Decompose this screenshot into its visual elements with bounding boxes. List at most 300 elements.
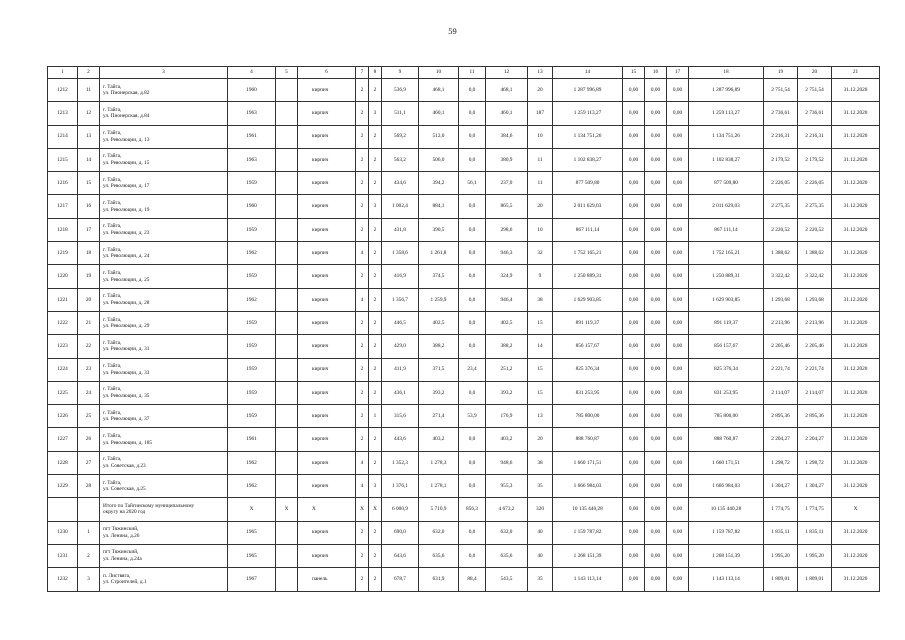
table-cell-col-8: 3 [369, 475, 382, 498]
table-cell-col-17: 0,00 [667, 544, 689, 567]
table-cell-col-13: 38 [528, 451, 553, 474]
table-cell-col-17: 0,00 [667, 521, 689, 544]
table-cell-col-6: кирпич [298, 475, 356, 498]
table-cell-col-3: г. Тайга, ул. Революции, д. 35 [100, 381, 228, 404]
table-cell-col-5 [276, 335, 298, 358]
table-cell-col-14: 1 268 151,39 [553, 544, 623, 567]
table-cell-col-11: 0,0 [459, 242, 486, 265]
table-cell-col-11: 23,4 [459, 358, 486, 381]
table-cell-col-21: 31.12.2020 [832, 102, 880, 125]
table-cell-col-17: 0,00 [667, 102, 689, 125]
table-cell-col-3: г. Тайга, ул. Революции, д. 13 [100, 125, 228, 148]
table-cell-col-18: 1 102 838,27 [689, 148, 764, 171]
table-row [48, 79, 880, 102]
table-cell-col-1: 1213 [48, 102, 78, 125]
table-cell-col-19: 1 298,72 [764, 451, 798, 474]
table-cell-col-14: 1 666 984,03 [553, 475, 623, 498]
table-cell-col-18: 1 629 903,85 [689, 288, 764, 311]
table-cell-col-16: 0,00 [645, 172, 667, 195]
table-cell-col-8: 2 [369, 79, 382, 102]
table-cell-col-16: 0,00 [645, 265, 667, 288]
table-cell-col-14: 1 159 787,82 [553, 521, 623, 544]
table-cell-col-1: 1226 [48, 405, 78, 428]
table-cell-col-19: 1 388,62 [764, 242, 798, 265]
table-cell-col-11: 0,0 [459, 451, 486, 474]
table-cell-col-7: 2 [356, 428, 369, 451]
table-cell-col-16: 0,00 [645, 358, 667, 381]
table-cell-col-15: 0,00 [623, 498, 645, 521]
table-cell-col-15: 0,00 [623, 451, 645, 474]
table-cell-col-20: 2 179,52 [798, 148, 832, 171]
table-cell-col-14: 785 800,00 [553, 405, 623, 428]
column-number-header: 8 [369, 67, 382, 79]
table-cell-col-10: 271,4 [419, 405, 459, 428]
table-cell-col-14: 1 287 996,89 [553, 79, 623, 102]
table-cell-col-19: 1 809,01 [764, 568, 798, 591]
table-cell-col-21: 31.12.2020 [832, 265, 880, 288]
table-cell-col-21: 31.12.2020 [832, 288, 880, 311]
table-cell-col-7: 2 [356, 148, 369, 171]
table-cell-col-5 [276, 568, 298, 591]
table-cell-col-9: 434,6 [382, 172, 419, 195]
table-cell-col-17: 0,00 [667, 265, 689, 288]
table-cell-col-19: 2 213,96 [764, 311, 798, 334]
table-cell-col-20: 1 388,62 [798, 242, 832, 265]
table-cell-col-8: 2 [369, 148, 382, 171]
table-cell-col-14: 1 134 751,26 [553, 125, 623, 148]
table-cell-col-9: 446,5 [382, 311, 419, 334]
table-cell-col-3: п. Листвяга, ул. Строителей, д.1 [100, 568, 228, 591]
table-cell-col-14: 877 509,80 [553, 172, 623, 195]
table-cell-col-14: 1 143 113,14 [553, 568, 623, 591]
table-cell-col-11: 0,0 [459, 475, 486, 498]
table-cell-col-3: г. Тайга, ул. Революции, д. 185 [100, 428, 228, 451]
table-cell-col-12: 468,1 [486, 79, 528, 102]
table-cell-col-2: 24 [78, 381, 100, 404]
table-cell-col-3: г. Тайга, ул. Революции, д. 15 [100, 148, 228, 171]
table-cell-col-1: 1214 [48, 125, 78, 148]
table-cell-col-1: 1230 [48, 521, 78, 544]
table-cell-col-15: 0,00 [623, 428, 645, 451]
table-cell-col-10: 5 710,9 [419, 498, 459, 521]
table-row [48, 451, 880, 474]
table-cell-col-20: 1 809,01 [798, 568, 832, 591]
table-cell-col-18: 1 287 996,89 [689, 79, 764, 102]
table-cell-col-1: 1219 [48, 242, 78, 265]
table-cell-col-2: 15 [78, 172, 100, 195]
table-cell-col-6: X [298, 498, 356, 521]
table-cell-col-1: 1225 [48, 381, 78, 404]
table-cell-col-12: 380,9 [486, 148, 528, 171]
table-row [48, 311, 880, 334]
table-cell-col-1: 1228 [48, 451, 78, 474]
table-cell-col-6: кирпич [298, 544, 356, 567]
table-cell-col-14: 2 011 629,03 [553, 195, 623, 218]
table-row [48, 148, 880, 171]
table-cell-col-19: 2 736,61 [764, 102, 798, 125]
table-cell-col-2: 14 [78, 148, 100, 171]
table-cell-col-7: 2 [356, 102, 369, 125]
table-cell-col-14: 1 250 889,31 [553, 265, 623, 288]
housing-register-table [47, 66, 880, 592]
table-cell-col-19: 2 751,54 [764, 79, 798, 102]
table-cell-col-13: 20 [528, 428, 553, 451]
table-cell-col-10: 512,0 [419, 125, 459, 148]
column-number-header: 18 [689, 67, 764, 79]
table-cell-col-9: 411,9 [382, 358, 419, 381]
table-cell-col-4: 1959 [228, 265, 276, 288]
table-cell-col-14: 825 376,34 [553, 358, 623, 381]
table-cell-col-2: 3 [78, 568, 100, 591]
table-cell-col-5: X [276, 498, 298, 521]
table-cell-col-11: 0,0 [459, 288, 486, 311]
table-cell-col-13: 38 [528, 288, 553, 311]
table-cell-col-4: 1963 [228, 102, 276, 125]
table-cell-col-15: 0,00 [623, 125, 645, 148]
table-cell-col-9: 431,8 [382, 218, 419, 241]
table-cell-col-16: 0,00 [645, 405, 667, 428]
table-cell-col-8: 2 [369, 218, 382, 241]
table-cell-col-10: 460,1 [419, 102, 459, 125]
table-cell-col-18: 2 011 629,03 [689, 195, 764, 218]
table-cell-col-9: 563,2 [382, 148, 419, 171]
table-cell-col-8: 2 [369, 521, 382, 544]
column-number-header: 1 [48, 67, 78, 79]
table-cell-col-4: 1963 [228, 148, 276, 171]
table-cell-col-13: 10 [528, 218, 553, 241]
table-cell-col-20: 2 204,27 [798, 428, 832, 451]
table-cell-col-12: 403,2 [486, 428, 528, 451]
table-cell-col-18: 1 159 787,82 [689, 521, 764, 544]
table-cell-col-5 [276, 288, 298, 311]
table-cell-col-3: Итого по Тайгинскому муниципальному округу на 2020 год [100, 498, 228, 521]
table-cell-col-10: 388,2 [419, 335, 459, 358]
table-cell-col-12: 632,0 [486, 521, 528, 544]
table-cell-col-17: 0,00 [667, 218, 689, 241]
table-cell-col-11: 0,0 [459, 195, 486, 218]
table-cell-col-19: 2 216,31 [764, 125, 798, 148]
table-cell-col-20: 2 275,35 [798, 195, 832, 218]
table-row [48, 475, 880, 498]
table-cell-col-8: 1 [369, 405, 382, 428]
table-cell-col-20: 1 304,27 [798, 475, 832, 498]
table-cell-col-11: 0,0 [459, 218, 486, 241]
table-cell-col-20: 2 736,61 [798, 102, 832, 125]
table-cell-col-12: 543,5 [486, 568, 528, 591]
table-cell-col-12: 865,5 [486, 195, 528, 218]
table-cell-col-20: 3 322,42 [798, 265, 832, 288]
column-number-header: 13 [528, 67, 553, 79]
table-cell-col-7: 4 [356, 288, 369, 311]
table-cell-col-13: 187 [528, 102, 553, 125]
table-cell-col-5 [276, 475, 298, 498]
table-cell-col-12: 251,2 [486, 358, 528, 381]
table-cell-col-9: 536,9 [382, 79, 419, 102]
table-cell-col-2 [78, 498, 100, 521]
table-cell-col-18: 856 157,67 [689, 335, 764, 358]
table-cell-col-10: 394,2 [419, 172, 459, 195]
table-cell-col-3: г. Тайга, ул. Революции, д. 17 [100, 172, 228, 195]
table-cell-col-3: г. Тайга, ул. Революции, д. 23 [100, 218, 228, 241]
table-cell-col-13: 20 [528, 195, 553, 218]
table-cell-col-20: 2 213,96 [798, 311, 832, 334]
table-cell-col-11: 856,3 [459, 498, 486, 521]
column-number-header: 14 [553, 67, 623, 79]
table-cell-col-4: 1962 [228, 288, 276, 311]
table-cell-col-17: 0,00 [667, 428, 689, 451]
table-cell-col-18: 825 376,34 [689, 358, 764, 381]
table-cell-col-20: 1 835,11 [798, 521, 832, 544]
table-cell-col-21: 31.12.2020 [832, 148, 880, 171]
table-cell-col-8: 2 [369, 311, 382, 334]
table-cell-col-1: 1215 [48, 148, 78, 171]
table-cell-col-12: 402,5 [486, 311, 528, 334]
table-cell-col-21: 31.12.2020 [832, 405, 880, 428]
table-cell-col-15: 0,00 [623, 544, 645, 567]
table-cell-col-2: 21 [78, 311, 100, 334]
table-cell-col-20: 2 220,52 [798, 218, 832, 241]
table-cell-col-19: 1 304,27 [764, 475, 798, 498]
table-row [48, 358, 880, 381]
table-cell-col-9: 443,6 [382, 428, 419, 451]
table-cell-col-16: 0,00 [645, 521, 667, 544]
table-cell-col-14: 1 752 165,21 [553, 242, 623, 265]
table-cell-col-3: пгт Тяжинский, ул. Ленина, д.24а [100, 544, 228, 567]
table-cell-col-18: 877 509,80 [689, 172, 764, 195]
table-cell-col-9: 1 356,7 [382, 288, 419, 311]
table-cell-col-17: 0,00 [667, 195, 689, 218]
column-number-header: 19 [764, 67, 798, 79]
table-cell-col-21: 31.12.2020 [832, 195, 880, 218]
table-cell-col-10: 390,5 [419, 218, 459, 241]
column-number-header: 15 [623, 67, 645, 79]
table-cell-col-1: 1223 [48, 335, 78, 358]
table-cell-col-7: 2 [356, 172, 369, 195]
table-cell-col-5 [276, 218, 298, 241]
table-cell-col-19: 2 895,36 [764, 405, 798, 428]
table-row [48, 172, 880, 195]
table-cell-col-2: 17 [78, 218, 100, 241]
table-cell-col-17: 0,00 [667, 79, 689, 102]
table-cell-col-11: 56,1 [459, 172, 486, 195]
table-cell-col-7: 2 [356, 521, 369, 544]
table-cell-col-13: 10 [528, 125, 553, 148]
table-cell-col-16: 0,00 [645, 125, 667, 148]
table-cell-col-14: 10 135 440,28 [553, 498, 623, 521]
table-cell-col-17: 0,00 [667, 242, 689, 265]
table-row [48, 568, 880, 591]
table-cell-col-5 [276, 125, 298, 148]
table-cell-col-2: 19 [78, 265, 100, 288]
table-cell-col-6: кирпич [298, 311, 356, 334]
table-cell-col-11: 0,0 [459, 428, 486, 451]
table-row [48, 544, 880, 567]
table-cell-col-21: 31.12.2020 [832, 358, 880, 381]
table-cell-col-17: 0,00 [667, 358, 689, 381]
table-cell-col-6: кирпич [298, 335, 356, 358]
table-cell-col-10: 468,1 [419, 79, 459, 102]
table-cell-col-7: 4 [356, 242, 369, 265]
table-cell-col-13: 13 [528, 405, 553, 428]
table-cell-col-13: 20 [528, 79, 553, 102]
table-cell-col-9: 436,1 [382, 381, 419, 404]
table-cell-col-8: 2 [369, 242, 382, 265]
table-cell-col-12: 298,6 [486, 218, 528, 241]
table-cell-col-14: 1 660 171,51 [553, 451, 623, 474]
table-cell-col-2: 25 [78, 405, 100, 428]
table-row [48, 428, 880, 451]
table-cell-col-13: 320 [528, 498, 553, 521]
table-cell-col-7: 2 [356, 544, 369, 567]
table-cell-col-20: 2 751,54 [798, 79, 832, 102]
table-cell-col-14: 1 259 113,27 [553, 102, 623, 125]
table-cell-col-10: 371,5 [419, 358, 459, 381]
table-cell-col-19: 1 835,11 [764, 521, 798, 544]
table-cell-col-2: 2 [78, 544, 100, 567]
table-cell-col-12: 946,4 [486, 288, 528, 311]
table-cell-col-6: кирпич [298, 148, 356, 171]
table-cell-col-20: 2 114,07 [798, 381, 832, 404]
table-cell-col-1: 1216 [48, 172, 78, 195]
table-cell-col-1: 1231 [48, 544, 78, 567]
table-cell-col-13: 40 [528, 521, 553, 544]
table-cell-col-15: 0,00 [623, 195, 645, 218]
table-cell-col-12: 388,2 [486, 335, 528, 358]
table-cell-col-2: 1 [78, 521, 100, 544]
table-cell-col-15: 0,00 [623, 288, 645, 311]
table-cell-col-7: X [356, 498, 369, 521]
table-cell-col-12: 460,1 [486, 102, 528, 125]
table-cell-col-9: 1 376,1 [382, 475, 419, 498]
table-cell-col-5 [276, 451, 298, 474]
table-cell-col-4: 1967 [228, 568, 276, 591]
table-cell-col-13: 15 [528, 311, 553, 334]
table-cell-col-12: 384,6 [486, 125, 528, 148]
table-cell-col-18: 831 253,95 [689, 381, 764, 404]
table-row [48, 195, 880, 218]
table-cell-col-12: 324,9 [486, 265, 528, 288]
table-cell-col-19: 2 205,46 [764, 335, 798, 358]
table-cell-col-21: 31.12.2020 [832, 544, 880, 567]
table-cell-col-13: 35 [528, 568, 553, 591]
table-cell-col-20: 1 298,72 [798, 451, 832, 474]
column-number-header: 16 [645, 67, 667, 79]
table-cell-col-4: 1961 [228, 428, 276, 451]
table-cell-col-11: 0,0 [459, 381, 486, 404]
table-cell-col-17: 0,00 [667, 335, 689, 358]
table-cell-col-8: 2 [369, 335, 382, 358]
table-cell-col-3: г. Тайга, ул. Советская, д.23 [100, 451, 228, 474]
table-cell-col-21: X [832, 498, 880, 521]
table-row [48, 102, 880, 125]
table-cell-col-4: 1959 [228, 405, 276, 428]
table-cell-col-12: 635,6 [486, 544, 528, 567]
column-number-header: 7 [356, 67, 369, 79]
table-cell-col-11: 0,0 [459, 148, 486, 171]
table-cell-col-4: 1962 [228, 242, 276, 265]
table-cell-col-10: 632,0 [419, 521, 459, 544]
table-cell-col-6: кирпич [298, 288, 356, 311]
table-cell-col-16: 0,00 [645, 242, 667, 265]
table-cell-col-13: 15 [528, 358, 553, 381]
table-cell-col-15: 0,00 [623, 102, 645, 125]
table-row [48, 335, 880, 358]
table-cell-col-9: 6 000,9 [382, 498, 419, 521]
table-cell-col-20: 2 205,46 [798, 335, 832, 358]
table-cell-col-3: г. Тайга, ул. Революции, д. 31 [100, 335, 228, 358]
table-cell-col-2: 18 [78, 242, 100, 265]
table-cell-col-5 [276, 102, 298, 125]
column-number-header: 12 [486, 67, 528, 79]
table-cell-col-11: 0,0 [459, 265, 486, 288]
table-cell-col-19: 2 114,07 [764, 381, 798, 404]
table-cell-col-1: 1218 [48, 218, 78, 241]
table-cell-col-12: 948,6 [486, 451, 528, 474]
table-cell-col-19: 1 293,68 [764, 288, 798, 311]
table-cell-col-1: 1222 [48, 311, 78, 334]
table-cell-col-13: 14 [528, 335, 553, 358]
table-cell-col-3: г. Тайга, ул. Революции, д. 33 [100, 358, 228, 381]
table-cell-col-16: 0,00 [645, 79, 667, 102]
table-cell-col-7: 2 [356, 381, 369, 404]
table-cell-col-10: 402,5 [419, 311, 459, 334]
table-cell-col-4: 1959 [228, 172, 276, 195]
table-cell-col-18: 1 134 751,26 [689, 125, 764, 148]
table-cell-col-11: 88,4 [459, 568, 486, 591]
table-cell-col-16: 0,00 [645, 451, 667, 474]
table-cell-col-21: 31.12.2020 [832, 172, 880, 195]
table-body [48, 67, 880, 592]
table-cell-col-7: 4 [356, 451, 369, 474]
table-cell-col-4: 1965 [228, 544, 276, 567]
table-cell-col-10: 884,1 [419, 195, 459, 218]
column-number-header: 17 [667, 67, 689, 79]
table-cell-col-9: 569,2 [382, 125, 419, 148]
table-cell-col-19: 2 220,52 [764, 218, 798, 241]
table-cell-col-16: 0,00 [645, 498, 667, 521]
table-cell-col-4: 1959 [228, 335, 276, 358]
table-cell-col-10: 635,6 [419, 544, 459, 567]
table-cell-col-2: 16 [78, 195, 100, 218]
table-cell-col-7: 2 [356, 265, 369, 288]
table-cell-col-11: 0,0 [459, 102, 486, 125]
table-cell-col-20: 2 221,74 [798, 358, 832, 381]
table-cell-col-14: 888 760,87 [553, 428, 623, 451]
table-cell-col-3: г. Тайга, ул. Революции, д. 24 [100, 242, 228, 265]
table-cell-col-3: г. Тайга, ул. Пионерская, д.84 [100, 102, 228, 125]
table-cell-col-5 [276, 148, 298, 171]
table-cell-col-21: 31.12.2020 [832, 381, 880, 404]
table-cell-col-17: 0,00 [667, 568, 689, 591]
table-cell-col-19: 2 275,35 [764, 195, 798, 218]
table-cell-col-6: панель [298, 568, 356, 591]
table-cell-col-15: 0,00 [623, 475, 645, 498]
table-cell-col-3: г. Тайга, ул. Революции, д. 28 [100, 288, 228, 311]
table-cell-col-17: 0,00 [667, 125, 689, 148]
table-cell-col-13: 11 [528, 148, 553, 171]
table-cell-col-6: кирпич [298, 381, 356, 404]
table-cell-col-19: 2 226,05 [764, 172, 798, 195]
table-cell-col-5 [276, 521, 298, 544]
table-cell-col-4: 1962 [228, 451, 276, 474]
table-cell-col-9: 678,7 [382, 568, 419, 591]
table-cell-col-9: 690,0 [382, 521, 419, 544]
table-cell-col-3: г. Тайга, ул. Советская, д.25 [100, 475, 228, 498]
table-cell-col-9: 315,6 [382, 405, 419, 428]
table-cell-col-8: 2 [369, 125, 382, 148]
table-cell-col-7: 2 [356, 311, 369, 334]
table-cell-col-6: кирпич [298, 405, 356, 428]
